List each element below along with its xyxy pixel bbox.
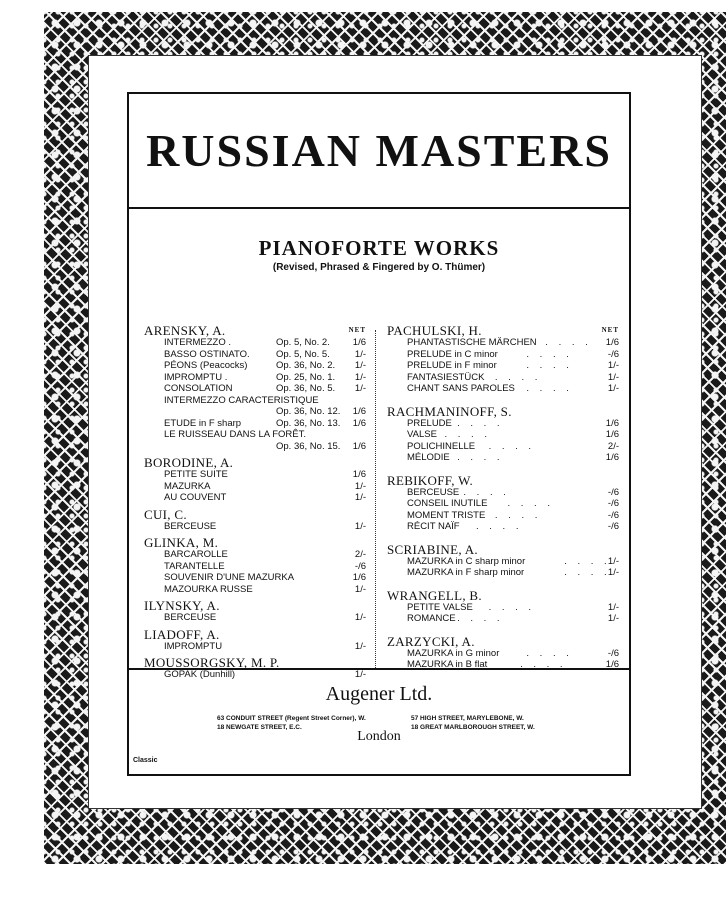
leader-dots: . . . . [476, 521, 523, 532]
work-price: -/6 [607, 498, 619, 509]
list-item [144, 429, 366, 441]
work-title: PÉONS (Peacocks) [164, 360, 248, 371]
composer-heading [387, 541, 619, 556]
work-price: 1/6 [352, 337, 366, 348]
composer-heading [144, 534, 366, 549]
publisher-address: 63 CONDUIT STREET (Regent Street Corner), W. [217, 715, 366, 722]
composer-block [387, 541, 619, 579]
list-item [387, 498, 619, 510]
leader-dots: . . . . [494, 509, 542, 521]
leader-dots: . . . . [457, 417, 504, 429]
composer-block [387, 587, 619, 625]
list-item [144, 372, 366, 384]
work-price: 1/- [354, 383, 366, 394]
composer-name: WRANGELL, B. [387, 587, 482, 603]
work-price: 1/- [354, 360, 366, 371]
work-price: 1/- [607, 613, 619, 624]
work-title: MÉLODIE [407, 452, 450, 463]
work-title: IMPROMPTU [164, 640, 223, 652]
work-price: 1/6 [352, 406, 366, 417]
list-item [387, 487, 619, 499]
list-item [387, 441, 619, 453]
list-item [387, 521, 619, 533]
composer-name: PACHULSKI, H. [387, 323, 482, 338]
work-title: CONSEIL INUTILE [407, 498, 488, 509]
content-box [127, 92, 631, 776]
composer-name: SCRIABINE, A. [387, 541, 478, 557]
work-price: 1/6 [605, 659, 619, 670]
column-divider [375, 330, 376, 668]
work-opus: Op. 36, No. 2. [276, 360, 336, 371]
work-price: 1/- [607, 371, 619, 383]
work-price: -/6 [607, 647, 619, 659]
leader-dots: . . . . [564, 555, 611, 567]
composer-heading [387, 472, 619, 487]
leader-dots: . . . . [488, 601, 536, 613]
work-price: 1/6 [352, 469, 366, 480]
publisher-address: 18 NEWGATE STREET, E.C. [217, 724, 302, 731]
list-item [144, 441, 366, 453]
work-price: 1/6 [605, 452, 619, 463]
leader-dots: . . . . [463, 486, 510, 498]
composer-block [144, 322, 366, 452]
work-title: PETITE SUITE [164, 469, 228, 480]
composer-name: CUI, C. [144, 506, 187, 522]
composer-name: RACHMANINOFF, S. [387, 403, 512, 419]
work-price: 1/- [354, 583, 366, 595]
work-title: PRELUDE in F minor [407, 360, 497, 371]
work-price: 1/- [354, 371, 366, 383]
work-opus: Op. 5, No. 5. [276, 348, 330, 360]
publisher-city: London [357, 729, 401, 744]
work-title: BARCAROLLE [164, 549, 228, 560]
right-column [387, 322, 619, 679]
work-title: FANTASIESTÜCK [407, 371, 485, 383]
leader-dots: . . . . [457, 613, 504, 624]
leader-dots: . . . . [520, 659, 567, 670]
leader-dots: . . . . [564, 567, 611, 578]
list-item [144, 349, 366, 361]
composer-heading [387, 587, 619, 602]
leader-dots: . . . . [488, 440, 536, 452]
composer-name: BORODINE, A. [144, 455, 234, 470]
work-title: BERCEUSE [407, 486, 460, 498]
composer-name: ARENSKY, A. [144, 323, 226, 338]
work-title: LE RUISSEAU DANS LA FORÊT. [164, 429, 307, 440]
work-title: PRELUDE [407, 417, 452, 429]
composer-heading [387, 403, 619, 418]
composer-heading [144, 597, 366, 612]
work-price: 1/- [607, 383, 619, 394]
work-price: 1/6 [605, 417, 619, 429]
work-opus: Op. 36, No. 12. [276, 406, 341, 417]
work-title: MAZURKA in B flat [407, 659, 488, 670]
work-title: POLICHINELLE [407, 440, 476, 452]
list-item [387, 337, 619, 349]
composer-name: REBIKOFF, W. [387, 472, 473, 488]
work-title: MAZURKA [164, 480, 211, 492]
work-title: PHANTASTISCHE MÄRCHEN [407, 337, 537, 348]
composer-heading [387, 322, 619, 337]
list-item [144, 469, 366, 481]
work-price: 1/6 [352, 440, 366, 452]
list-item [144, 549, 366, 561]
work-title: INTERMEZZO CARACTERISTIQUE [164, 394, 319, 406]
composer-heading [144, 322, 366, 337]
list-item [144, 572, 366, 584]
work-title: BASSO OSTINATO. [164, 348, 250, 360]
list-item [387, 383, 619, 395]
list-item [144, 521, 366, 533]
composer-block [144, 626, 366, 653]
composer-block [144, 506, 366, 533]
composer-block [144, 454, 366, 504]
leader-dots: . . . . [526, 348, 573, 360]
work-opus: Op. 25, No. 1. [276, 371, 336, 383]
composer-name: ZARZYCKI, A. [387, 633, 475, 649]
work-price: -/6 [607, 521, 619, 532]
work-title: INTERMEZZO . [164, 337, 232, 348]
work-title: PETITE VALSE [407, 601, 473, 613]
work-title: MAZURKA in G minor [407, 647, 500, 659]
list-item [144, 360, 366, 372]
composer-block [144, 597, 366, 624]
page-title: RUSSIAN MASTERS [146, 125, 612, 176]
series-label: Classic [133, 757, 158, 764]
work-price: 1/6 [352, 417, 366, 429]
composer-heading [387, 633, 619, 648]
work-title: CONSOLATION [164, 383, 233, 394]
composer-block [387, 633, 619, 671]
list-item [387, 349, 619, 361]
list-item [144, 641, 366, 653]
leader-dots: . . . . [545, 337, 592, 348]
divider-rule [129, 668, 629, 670]
list-item [387, 418, 619, 430]
work-price: 1/- [354, 480, 366, 492]
leader-dots: . . . . [494, 371, 542, 383]
work-price: -/6 [607, 509, 619, 521]
work-price: 1/- [354, 612, 366, 623]
leader-dots: . . . . [526, 647, 573, 659]
subtitle: PIANOFORTE WORKS [258, 236, 500, 260]
list-item [144, 395, 366, 407]
net-label: NET [601, 326, 619, 334]
leader-dots: . . . . [526, 360, 573, 371]
work-title: MOMENT TRISTE [407, 509, 486, 521]
work-title: BERCEUSE [164, 520, 217, 532]
work-title: VALSE [407, 429, 437, 440]
composer-block [387, 322, 619, 395]
list-item [144, 584, 366, 596]
work-opus: Op. 36, No. 5. [276, 383, 336, 394]
leader-dots: . . . . [444, 429, 491, 440]
publisher-block [129, 679, 629, 774]
work-opus: Op. 36, No. 13. [276, 417, 341, 429]
work-title: PRELUDE in C minor [407, 348, 498, 360]
work-title: MAZURKA in F sharp minor [407, 567, 525, 578]
work-price: 1/- [354, 348, 366, 360]
left-column [144, 322, 366, 683]
work-price: 1/6 [605, 337, 619, 348]
work-price: 1/- [354, 640, 366, 652]
editor-note: (Revised, Phrased & Fingered by O. Thümer) [272, 262, 486, 273]
work-price: 2/- [607, 440, 619, 452]
work-title: GOPAK (Dunhill) [164, 669, 236, 680]
work-price: 1/- [607, 601, 619, 613]
leader-dots: . . . . [457, 452, 504, 463]
composer-block [387, 472, 619, 533]
list-item [387, 372, 619, 384]
list-item [387, 567, 619, 579]
work-price: 1/- [607, 567, 619, 578]
work-price: 1/- [354, 520, 366, 532]
list-item [387, 452, 619, 464]
leader-dots: . . . . [507, 498, 554, 509]
list-item [144, 337, 366, 349]
composer-name: ILYNSKY, A. [144, 598, 220, 613]
work-price: 1/- [607, 555, 619, 567]
list-item [144, 406, 366, 418]
work-price: 1/6 [352, 572, 366, 583]
list-item [387, 602, 619, 614]
composer-heading [144, 626, 366, 641]
work-title: BERCEUSE [164, 612, 217, 623]
work-price: -/6 [354, 560, 366, 572]
publisher-name: Augener Ltd. [325, 683, 433, 705]
list-item [387, 429, 619, 441]
publisher-address: 57 HIGH STREET, MARYLEBONE, W. [411, 715, 524, 722]
composer-name: MOUSSORGSKY, M. P. [144, 655, 280, 670]
composer-block [144, 534, 366, 595]
work-title: CHANT SANS PAROLES [407, 383, 515, 394]
list-item [144, 492, 366, 504]
composer-heading [144, 506, 366, 521]
work-price: -/6 [607, 348, 619, 360]
work-title: MAZOURKA RUSSE [164, 583, 253, 595]
work-price: 1/- [354, 492, 366, 503]
list-item [387, 613, 619, 625]
work-title: SOUVENIR D'UNE MAZURKA [164, 572, 295, 583]
list-item [387, 556, 619, 568]
work-title: TARANTELLE [164, 560, 225, 572]
composer-name: LIADOFF, A. [144, 626, 220, 642]
work-title: IMPROMPTU . [164, 371, 228, 383]
composer-heading [144, 454, 366, 469]
list-item [144, 612, 366, 624]
work-price: 1/- [354, 669, 366, 680]
list-item [387, 510, 619, 522]
composer-name: GLINKA, M. [144, 535, 219, 550]
title-area [129, 94, 629, 209]
work-title: MAZURKA in C sharp minor [407, 555, 526, 567]
work-title: AU COUVENT [164, 492, 227, 503]
work-price: -/6 [607, 486, 619, 498]
publisher-address: 18 GREAT MARLBOROUGH STREET, W. [411, 724, 535, 731]
list-item [144, 481, 366, 493]
work-opus: Op. 36, No. 15. [276, 440, 341, 452]
work-price: 1/6 [605, 429, 619, 440]
list-item [144, 561, 366, 573]
net-label: NET [348, 326, 366, 334]
work-title: RÉCIT NAÏF [407, 521, 460, 532]
work-opus: Op. 5, No. 2. [276, 337, 330, 348]
work-price: 2/- [354, 549, 366, 560]
list-item [387, 648, 619, 660]
composer-block [387, 403, 619, 464]
work-price: 1/- [607, 360, 619, 371]
list-item [144, 418, 366, 430]
leader-dots: . . . . [526, 383, 573, 394]
list-item [387, 360, 619, 372]
work-title: ROMANCE [407, 613, 456, 624]
list-item [144, 383, 366, 395]
work-title: ETUDE in F sharp [164, 417, 242, 429]
composer-heading [144, 654, 366, 669]
